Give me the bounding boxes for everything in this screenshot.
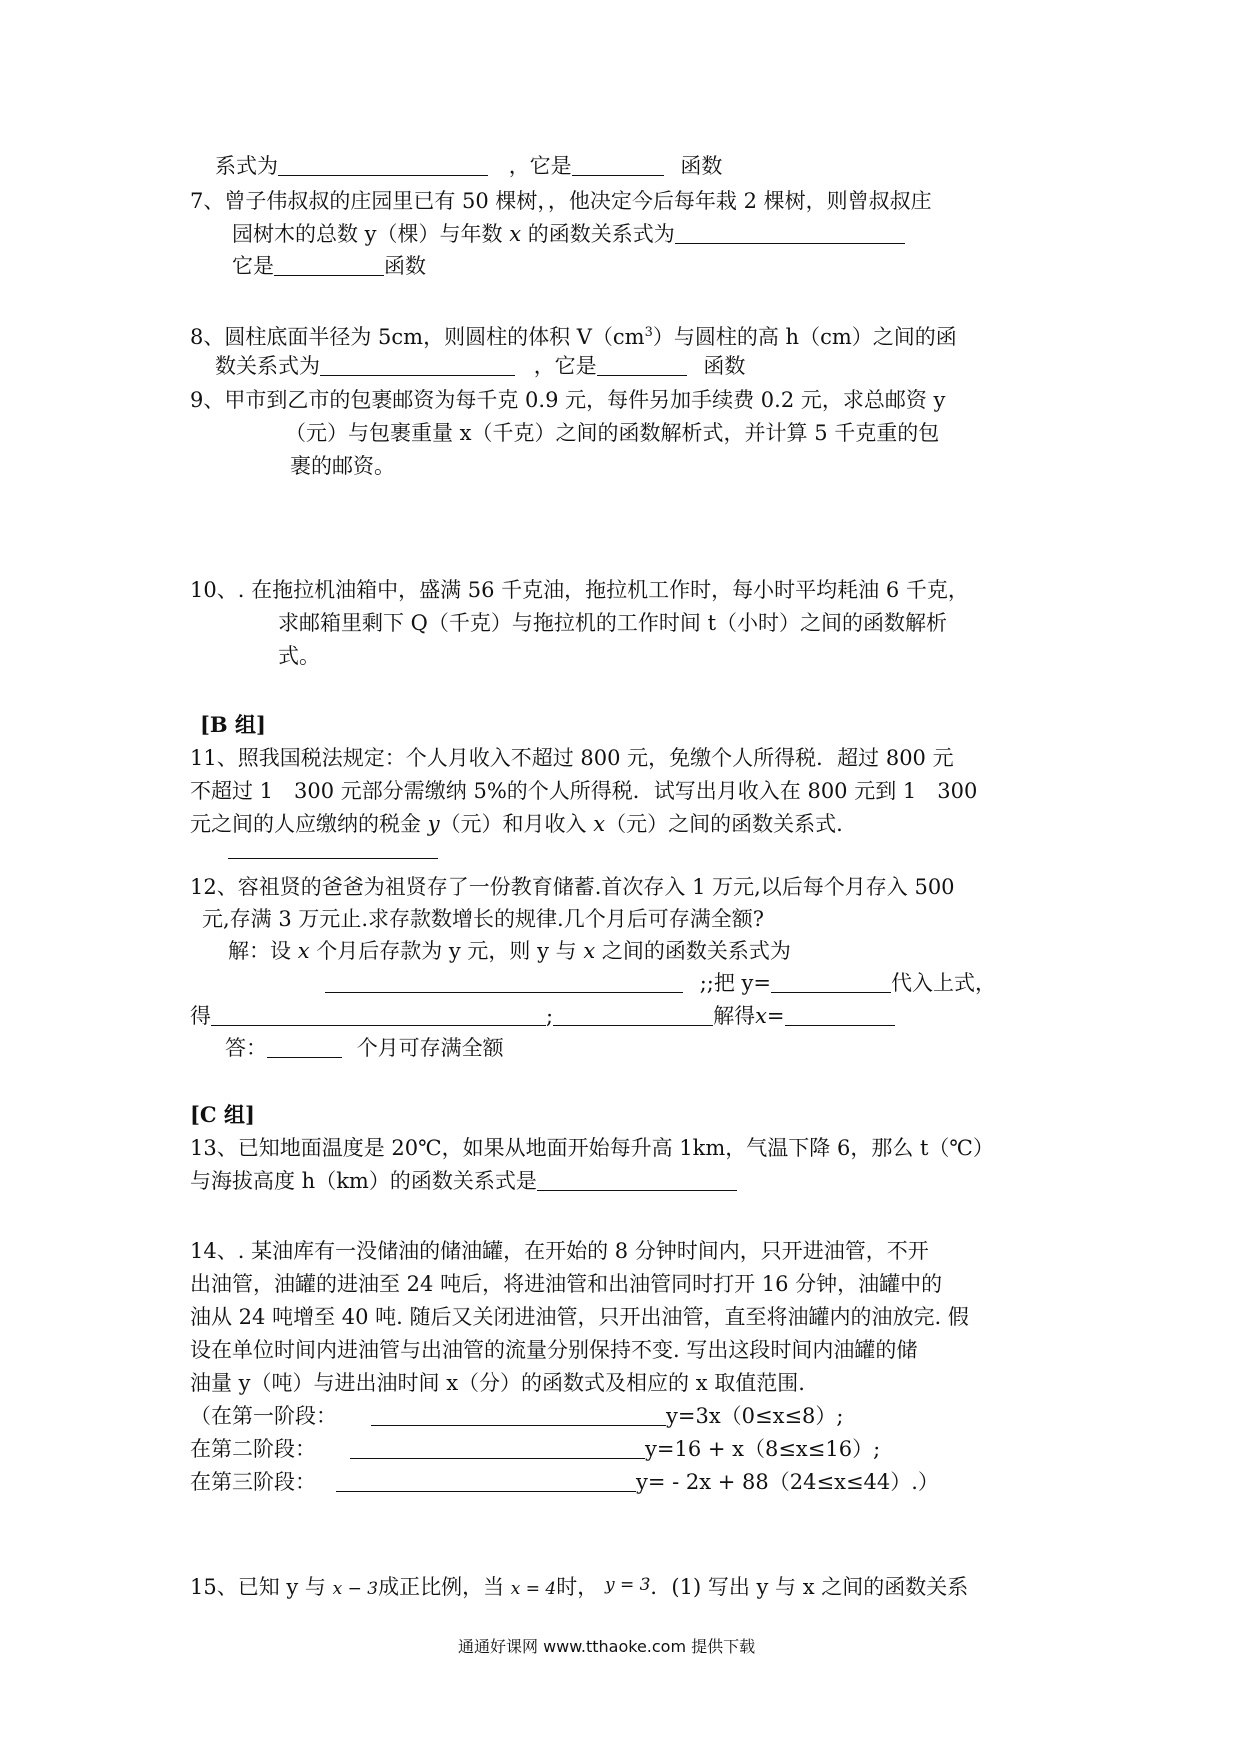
text: 函数 (384, 254, 426, 278)
text: （元）和月收入 (439, 812, 587, 836)
q11-line-3 (190, 811, 843, 837)
var-y: y (427, 812, 440, 836)
answer-blank[interactable] (211, 1005, 546, 1026)
answer-blank[interactable] (274, 255, 384, 276)
text: 的函数关系式为 (527, 222, 675, 246)
q7-line-3 (232, 253, 426, 279)
q13-line-1: 13、已知地面温度是 20℃，如果从地面开始每升高 1km，气温下降 6，那么 t（℃） (190, 1136, 994, 1160)
q12-line-3 (228, 938, 791, 964)
text: 个月可存满全额 (356, 1036, 504, 1060)
text: 代入上式， (890, 971, 996, 995)
math-expression: x − 3 (332, 1579, 379, 1599)
q8-line-2 (215, 353, 745, 379)
answer-blank[interactable] (553, 1005, 713, 1026)
text: 与海拔高度 h（km）的函数关系式是 (190, 1169, 537, 1193)
text: 函数 (703, 354, 746, 378)
text: 在第二阶段： (190, 1437, 316, 1461)
q11-line-1: 11、照我国税法规定：个人月收入不超过 800 元，免缴个人所得税．超过 800 元 (190, 746, 954, 770)
text: 解：设 (228, 939, 291, 963)
q12-line-5 (190, 1003, 895, 1029)
answer-blank[interactable] (572, 155, 664, 176)
q7-line-1: 7、曾子伟叔叔的庄园里已有 50 棵树，，他决定今后每年栽 2 棵树，则曾叔叔庄 (190, 189, 932, 213)
text: 个月后存款为 y 元，则 y 与 (316, 939, 577, 963)
text: y= - 2x + 88（24≤x≤44）.） (636, 1470, 939, 1494)
q9-line-1: 9、甲市到乙市的包裹邮资为每千克 0.9 元，每件另加手续费 0.2 元，求总邮资 y (190, 388, 946, 412)
q12-line-2: 元,存满 3 万元止.求存款数增长的规律.几个月后可存满全额? (202, 907, 764, 931)
group-b-heading: [B 组] (200, 712, 266, 737)
group-c-heading: [C 组] (190, 1102, 255, 1127)
text: （元）之间的函数关系式. (605, 812, 843, 836)
var-x: x (593, 812, 606, 836)
answer-blank[interactable] (675, 223, 905, 244)
q11-line-2: 不超过 1 300 元部分需缴纳 5%的个人所得税．试写出月收入在 800 元到 1 300 (190, 779, 978, 803)
math-expression: x = 4 (510, 1579, 557, 1599)
superscript: 3 (644, 325, 653, 340)
q10-line-3: 式。 (278, 644, 320, 668)
answer-blank[interactable] (785, 1005, 895, 1026)
text: 函数 (680, 154, 723, 178)
footer-credit: 通通好课网 www.tthaoke.com 提供下载 (458, 1637, 756, 1656)
text: 时， (556, 1575, 599, 1599)
answer-blank[interactable] (597, 355, 687, 376)
text: 8、圆柱底面半径为 5cm，则圆柱的体积 V（cm (190, 325, 645, 349)
var-x: x (509, 222, 522, 246)
text: 元之间的人应缴纳的税金 (190, 812, 421, 836)
q9-line-3: 裹的邮资。 (290, 454, 395, 478)
answer-blank[interactable] (320, 355, 515, 376)
q15-line-1 (190, 1572, 968, 1602)
q12-line-4 (325, 970, 996, 996)
q14-line-7 (190, 1436, 880, 1462)
q7-line-2 (232, 221, 905, 247)
q14-line-3: 油从 24 吨增至 40 吨. 随后又关闭进油管，只开出油管，直至将油罐内的油放完. 假 (190, 1305, 969, 1329)
math-expression: y = 3 (604, 1575, 651, 1595)
answer-blank[interactable] (537, 1170, 737, 1191)
var-x: x (755, 1004, 767, 1028)
text: = (766, 1004, 785, 1028)
text: ; (546, 1004, 554, 1028)
text: ）与圆柱的高 h（cm）之间的函 (652, 325, 957, 349)
q14-line-8 (190, 1469, 939, 1495)
answer-blank[interactable] (325, 972, 683, 993)
text: 它是 (232, 254, 274, 278)
q14-line-4: 设在单位时间内进油管与出油管的流量分别保持不变. 写出这段时间内油罐的储 (190, 1338, 918, 1362)
q14-line-2: 出油管，油罐的进油至 24 吨后，将进油管和出油管同时打开 16 分钟，油罐中的 (190, 1272, 943, 1296)
text: 之间的函数关系式为 (601, 939, 791, 963)
text: 成正比例，当 (378, 1575, 505, 1599)
q14-line-6 (190, 1403, 844, 1429)
text: 系式为 (215, 154, 278, 178)
text: 得 (190, 1004, 211, 1028)
answer-blank[interactable] (771, 972, 891, 993)
answer-blank[interactable] (336, 1471, 636, 1492)
text: y=16 + x（8≤x≤16）; (645, 1437, 881, 1461)
q11-answer-line (228, 836, 438, 862)
q6-answer-line (215, 153, 722, 179)
text: ，它是 (508, 154, 572, 178)
var-x: x (297, 939, 310, 963)
text: ，它是 (533, 354, 597, 378)
answer-blank[interactable] (278, 155, 488, 176)
text: 数关系式为 (215, 354, 320, 378)
q10-line-2: 求邮箱里剩下 Q（千克）与拖拉机的工作时间 t（小时）之间的函数解析 (278, 611, 948, 635)
text: （在第一阶段： (190, 1404, 337, 1428)
q9-line-2: （元）与包裹重量 x（千克）之间的函数解析式，并计算 5 千克重的包 (285, 421, 940, 445)
q13-line-2 (190, 1168, 737, 1194)
text: 解得 (713, 1004, 756, 1028)
var-x: x (583, 939, 596, 963)
text: ;;把 y= (699, 971, 771, 995)
q14-line-5: 油量 y（吨）与进出油时间 x（分）的函数式及相应的 x 取值范围. (190, 1371, 805, 1395)
answer-blank[interactable] (350, 1438, 645, 1459)
text: 园树木的总数 y（棵）与年数 (232, 222, 503, 246)
text: 答： (225, 1036, 267, 1060)
answer-blank[interactable] (228, 838, 438, 859)
q8-line-1 (190, 320, 957, 350)
text: ．(1) 写出 y 与 x 之间的函数关系 (650, 1575, 969, 1599)
answer-blank[interactable] (371, 1405, 666, 1426)
q12-line-6 (225, 1035, 504, 1061)
q12-line-1: 12、容祖贤的爸爸为祖贤存了一份教育储蓄.首次存入 1 万元,以后每个月存入 500 (190, 875, 955, 899)
text: 15、已知 y 与 (190, 1575, 326, 1599)
text: 在第三阶段： (190, 1470, 316, 1494)
q10-line-1: 10、. 在拖拉机油箱中，盛满 56 千克油，拖拉机工作时，每小时平均耗油 6 千克， (190, 578, 969, 602)
q14-line-1: 14、. 某油库有一没储油的储油罐，在开始的 8 分钟时间内，只开进油管，不开 (190, 1239, 929, 1263)
answer-blank[interactable] (267, 1037, 342, 1058)
text: y=3x（0≤x≤8）; (666, 1404, 844, 1428)
